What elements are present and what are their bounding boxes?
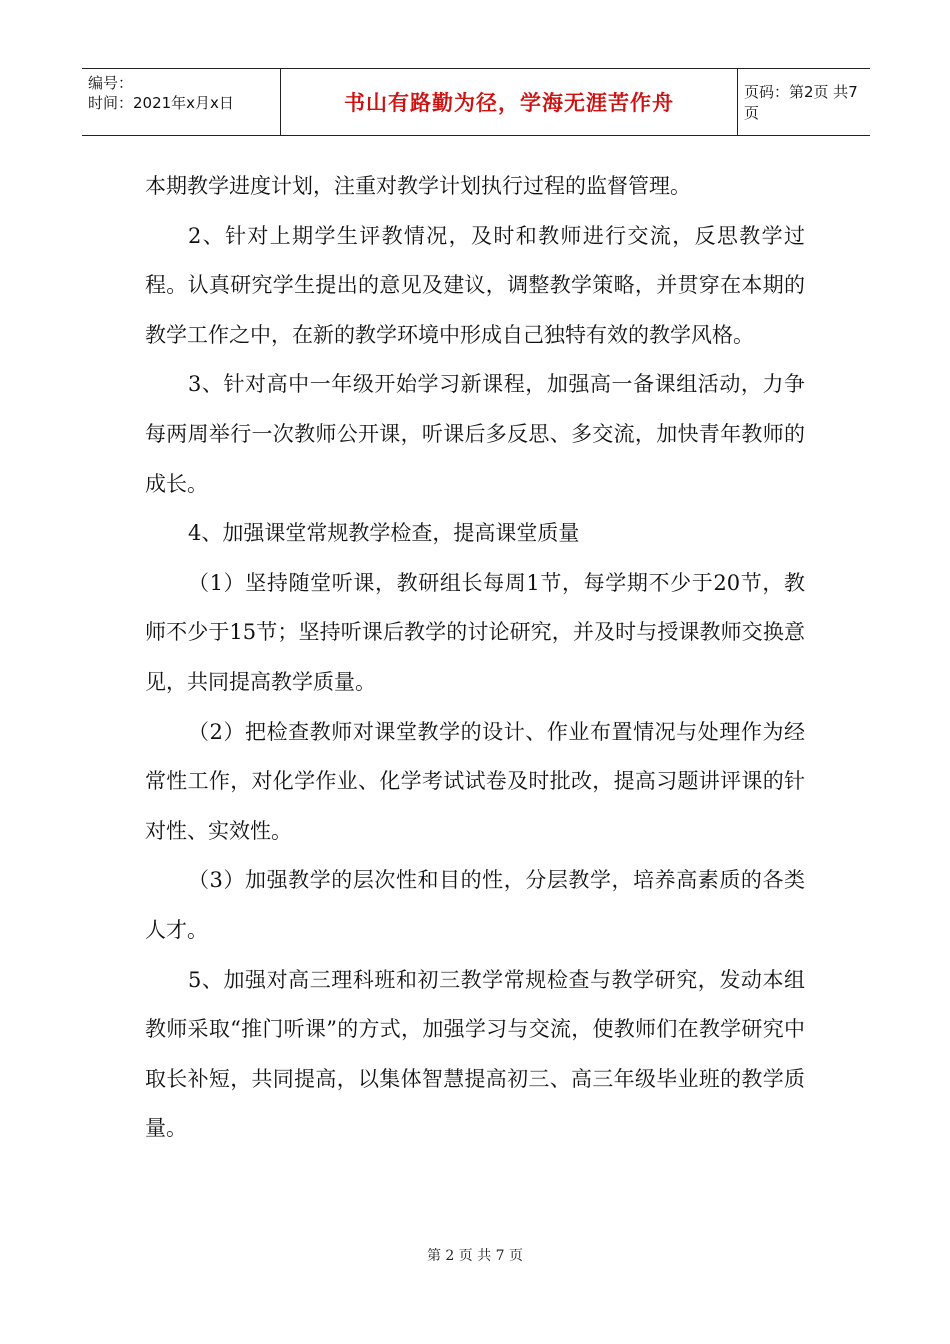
paragraph: （1）坚持随堂听课，教研组长每周1节，每学期不少于20节，教师不少于15节；坚持听课后教学的讨论研究，并及时与授课教师交换意见，共同提高教学质量。 bbox=[145, 570, 805, 694]
paragraph: 3、针对高中一年级开始学习新课程，加强高一备课组活动，力争每两周举行一次教师公开课，听课后多反思、多交流，加快青年教师的成长。 bbox=[145, 372, 805, 496]
header-motto: 书山有路勤为径，学海无涯苦作舟 bbox=[280, 69, 738, 135]
header-meta bbox=[82, 69, 280, 135]
document-number-label: 编号： bbox=[88, 74, 134, 92]
paragraph: 5、加强对高三理科班和初三教学常规检查与教学研究，发动本组教师采取“推门听课”的方式，加强学习与交流，使教师们在教学研究中取长补短，共同提高，以集体智慧提高初三、高三年级毕业班的教学质量。 bbox=[145, 967, 805, 1141]
document-time-label: 时间：2021年x月x日 bbox=[88, 94, 234, 112]
document-body bbox=[145, 162, 805, 1154]
paragraph: 本期教学进度计划，注重对教学计划执行过程的监督管理。 bbox=[145, 174, 691, 198]
header-page-info: 页码：第2页 共7页 bbox=[744, 83, 858, 122]
paragraph: （2）把检查教师对课堂教学的设计、作业布置情况与处理作为经常性工作，对化学作业、化学考试试卷及时批改，提高习题讲评课的针对性、实效性。 bbox=[145, 719, 805, 843]
paragraph: 4、加强课堂常规教学检查，提高课堂质量 bbox=[188, 521, 580, 546]
paragraph: （3）加强教学的层次性和目的性，分层教学，培养高素质的各类人才。 bbox=[145, 868, 805, 942]
page-footer: 第 2 页 共 7 页 bbox=[426, 1248, 524, 1264]
paragraph: 2、针对上期学生评教情况，及时和教师进行交流，反思教学过程。认真研究学生提出的意见及建议，调整教学策略，并贯穿在本期的教学工作之中，在新的教学环境中形成自己独特有效的教学风格。 bbox=[145, 223, 805, 347]
page-header bbox=[82, 68, 870, 136]
